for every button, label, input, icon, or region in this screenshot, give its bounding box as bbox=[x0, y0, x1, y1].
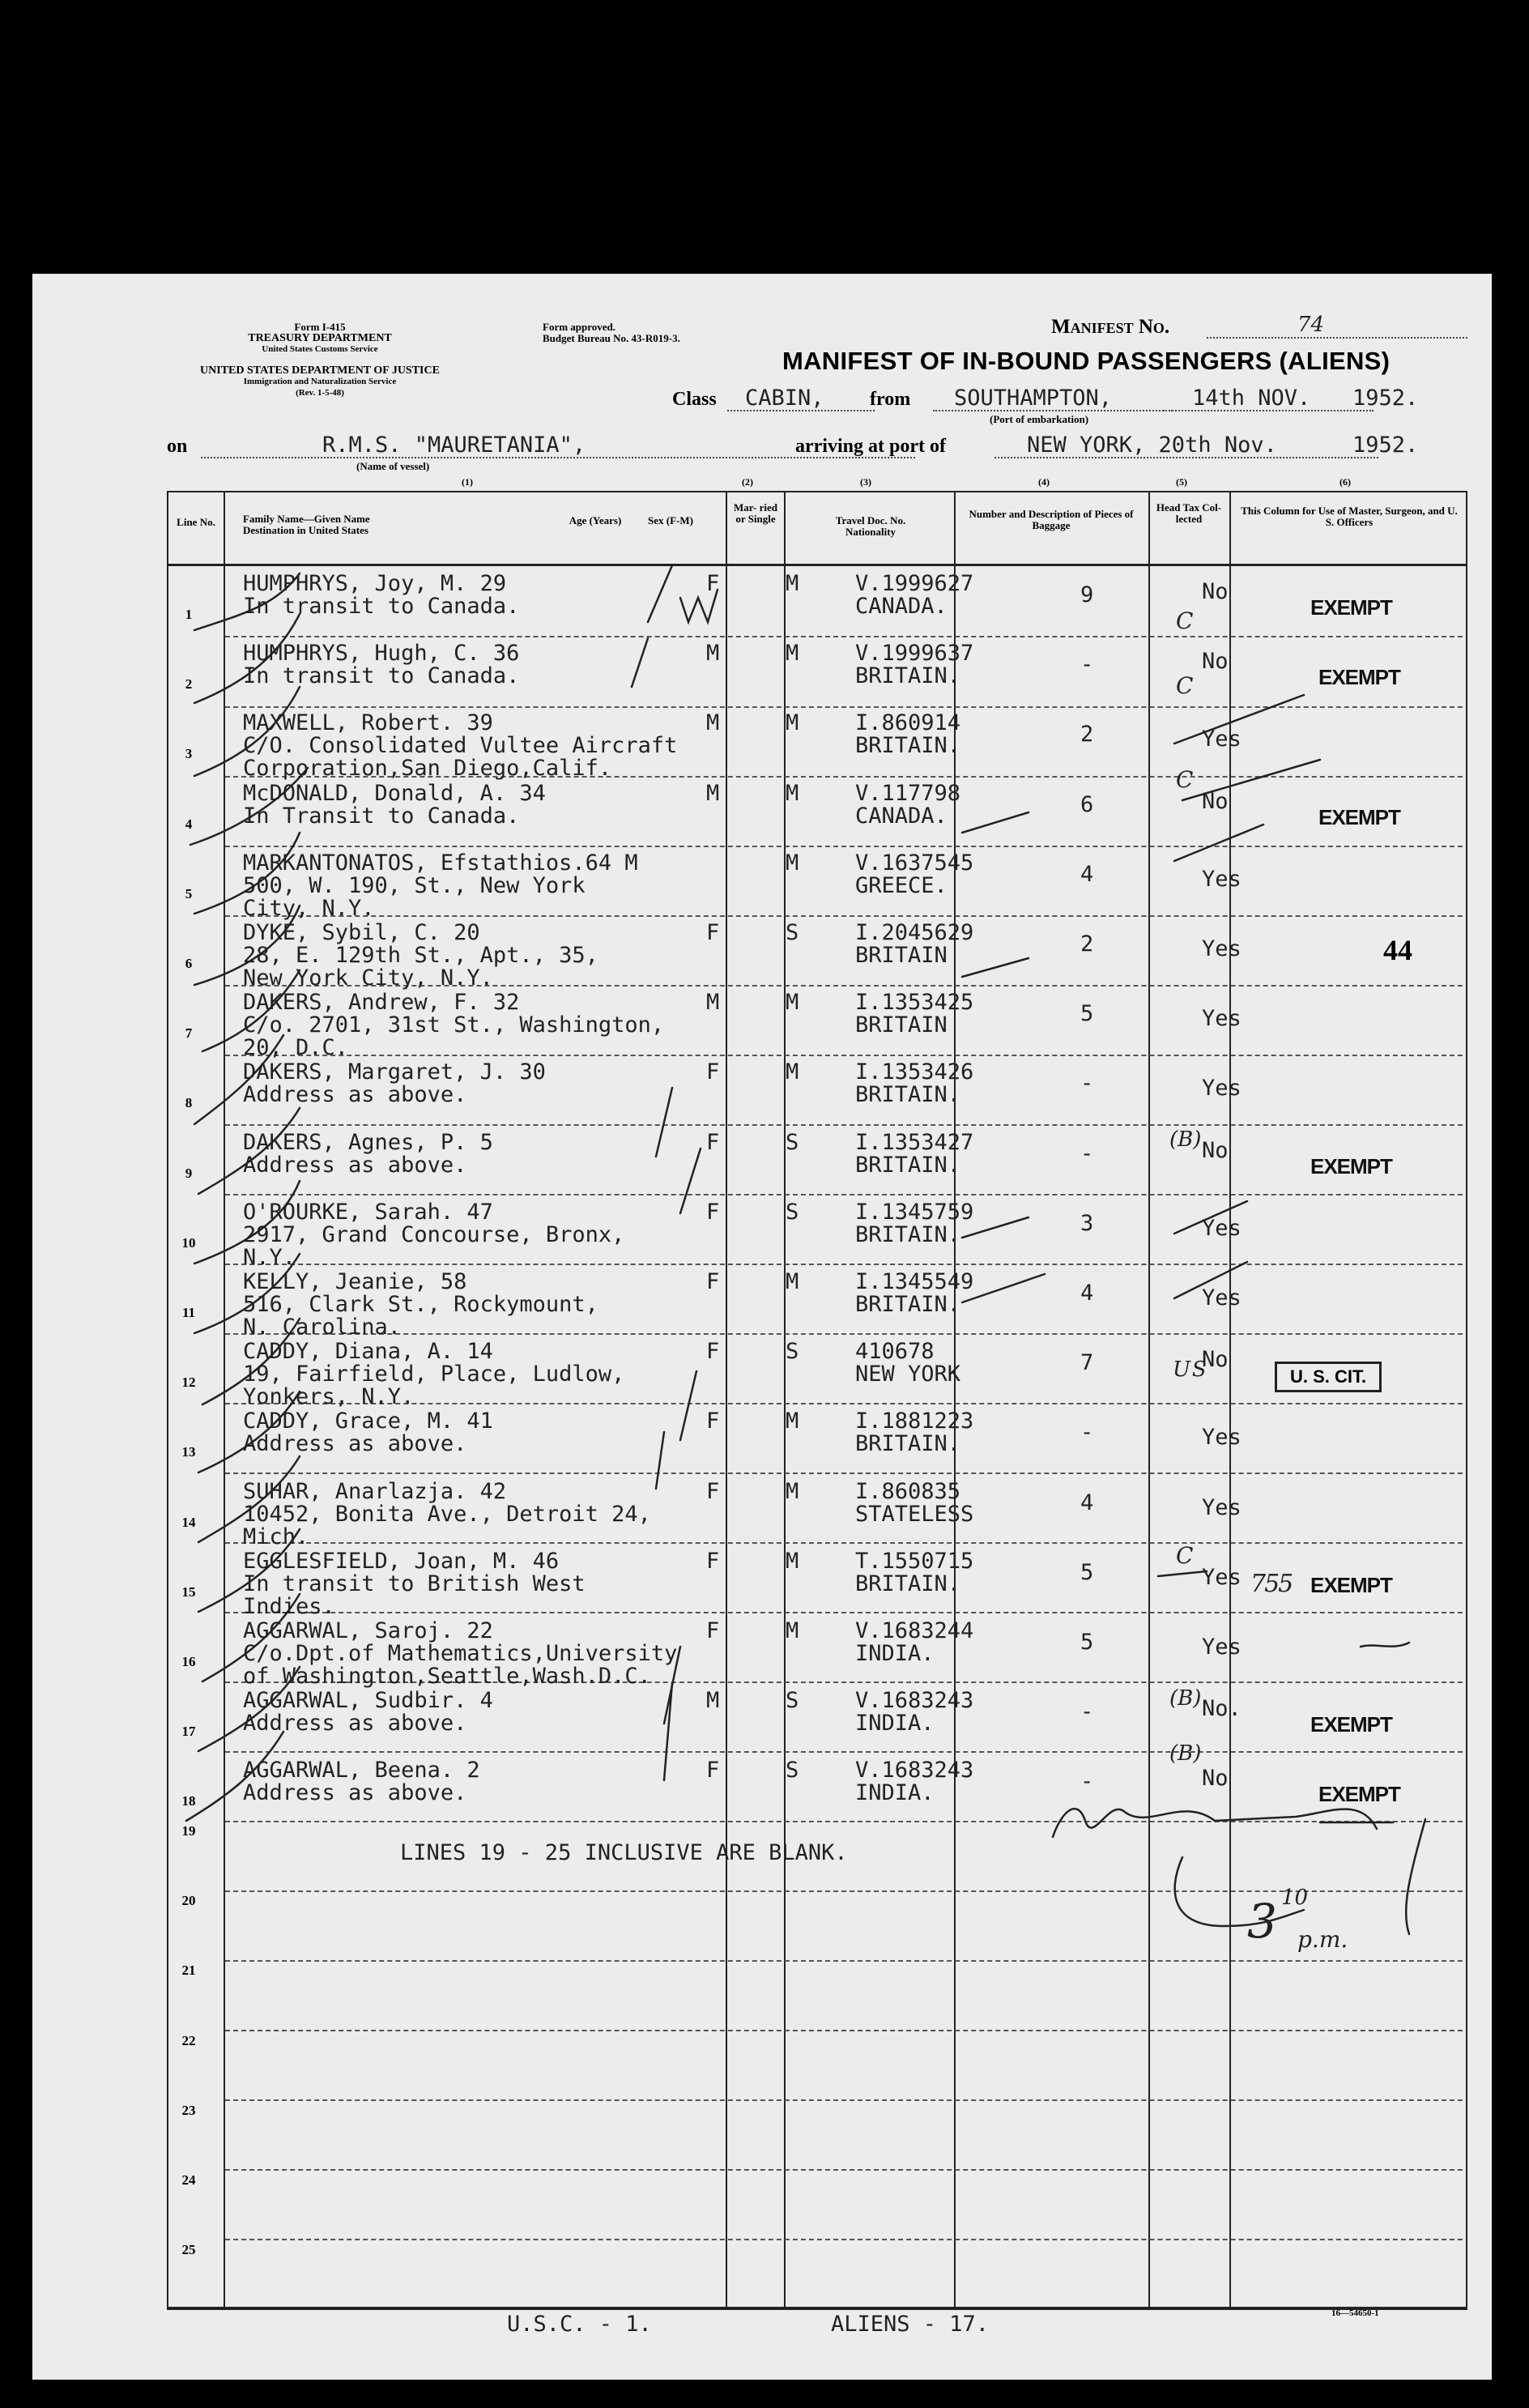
passenger-marital-status: M bbox=[786, 710, 799, 736]
head-tax: Yes bbox=[1202, 1285, 1242, 1311]
passenger-name-age: SUHAR, Anarlazja. 42 bbox=[243, 1478, 507, 1504]
arrival-port-date: NEW YORK, 20th Nov. bbox=[994, 433, 1378, 458]
baggage-count: 3 bbox=[1080, 1210, 1094, 1236]
handwritten-time-hour: 3 bbox=[1247, 1894, 1277, 1949]
travel-doc-number: I.1353426 bbox=[855, 1059, 974, 1085]
exempt-stamp: EXEMPT bbox=[1318, 1782, 1400, 1807]
treasury-dept: TREASURY DEPARTMENT bbox=[248, 332, 392, 344]
nationality: INDIA. bbox=[855, 1641, 935, 1666]
passenger-destination: C/o. 2701, 31st St., Washington, bbox=[243, 1012, 665, 1038]
embarkation-date: 14th NOV. bbox=[1163, 386, 1374, 411]
handwritten-c-mark: C bbox=[1176, 672, 1194, 699]
passenger-marital-status: M bbox=[786, 1409, 799, 1434]
form-number: Form I-415 bbox=[294, 321, 346, 333]
passenger-marital-status: S bbox=[786, 1688, 799, 1714]
passenger-name-age: McDONALD, Donald, A. 34 bbox=[243, 780, 546, 806]
nationality: BRITAIN. bbox=[855, 1431, 961, 1457]
passenger-sex: F bbox=[706, 1409, 720, 1434]
line-number: 24 bbox=[181, 2172, 196, 2188]
line-number: 15 bbox=[181, 1583, 196, 1600]
passenger-sex: F bbox=[706, 1478, 720, 1504]
line-number: 11 bbox=[181, 1305, 196, 1320]
from-label: from bbox=[870, 389, 911, 410]
col-num-1: (1) bbox=[462, 476, 473, 488]
col-num-6: (6) bbox=[1339, 476, 1351, 488]
travel-doc-number: I.1345759 bbox=[855, 1199, 974, 1225]
passenger-sex: F bbox=[706, 1059, 720, 1085]
line-number: 17 bbox=[181, 1724, 196, 1740]
vessel-caption: (Name of vessel) bbox=[356, 460, 430, 472]
passenger-sex: F bbox=[706, 1269, 720, 1294]
class-value: CABIN, bbox=[727, 386, 875, 411]
line-number: 21 bbox=[181, 1963, 196, 1979]
travel-doc-number: I.860835 bbox=[855, 1478, 961, 1504]
travel-doc-number: V.1683244 bbox=[855, 1618, 974, 1643]
head-tax: Yes bbox=[1202, 1425, 1242, 1451]
us-citizen-stamp: U. S. CIT. bbox=[1275, 1362, 1382, 1392]
passenger-name-age: AGGARWAL, Beena. 2 bbox=[243, 1758, 480, 1784]
passenger-marital-status: M bbox=[786, 1618, 799, 1643]
nationality: BRITAIN. bbox=[855, 1152, 961, 1178]
baggage-count: - bbox=[1080, 652, 1094, 678]
vessel-name: R.M.S. "MAURETANIA", bbox=[201, 433, 915, 458]
customs-service: United States Customs Service bbox=[262, 344, 378, 354]
passenger-marital-status: M bbox=[786, 641, 799, 667]
passenger-name-age: AGGARWAL, Saroj. 22 bbox=[243, 1618, 493, 1643]
baggage-count: - bbox=[1080, 1769, 1094, 1795]
travel-doc-number: V.1637545 bbox=[855, 850, 974, 876]
passenger-sex: F bbox=[706, 1339, 720, 1365]
nationality: BRITAIN. bbox=[855, 1082, 961, 1108]
baggage-count: 5 bbox=[1080, 1630, 1094, 1655]
nationality: BRITAIN. bbox=[855, 733, 961, 759]
passenger-marital-status: M bbox=[786, 571, 799, 596]
line-number: 7 bbox=[185, 1025, 193, 1042]
passenger-destination: In transit to Canada. bbox=[243, 594, 520, 619]
baggage-count: 6 bbox=[1080, 791, 1094, 817]
nationality: BRITAIN. bbox=[855, 1292, 961, 1317]
passenger-destination-cont: Corporation,San Diego,Calif. bbox=[243, 756, 612, 782]
passenger-destination: In transit to Canada. bbox=[243, 663, 520, 689]
passenger-sex: M bbox=[706, 641, 720, 667]
travel-doc-number: I.1353427 bbox=[855, 1129, 974, 1155]
line-number: 6 bbox=[185, 956, 193, 971]
nationality: GREECE. bbox=[855, 872, 948, 898]
head-tax: Yes bbox=[1202, 1634, 1242, 1660]
manifest-page bbox=[32, 274, 1492, 2380]
line-number: 19 bbox=[181, 1823, 196, 1839]
head-tax: Yes bbox=[1202, 936, 1242, 961]
col-header-travel-doc: Travel Doc. No. Nationality bbox=[835, 514, 906, 538]
passenger-destination: C/o.Dpt.of Mathematics,University bbox=[243, 1641, 678, 1666]
exempt-stamp: EXEMPT bbox=[1310, 1153, 1392, 1178]
nationality: BRITAIN. bbox=[855, 663, 961, 689]
manifest-no: 74 bbox=[1297, 313, 1325, 337]
passenger-sex: F bbox=[706, 1548, 720, 1574]
handwritten-b-mark: (B) bbox=[1169, 1127, 1202, 1152]
handwritten-us-mark: US bbox=[1173, 1357, 1208, 1382]
passenger-sex: M bbox=[706, 780, 720, 806]
line-number: 23 bbox=[181, 2102, 196, 2118]
nationality: BRITAIN bbox=[855, 1012, 948, 1038]
port-of-embarkation: SOUTHAMPTON, bbox=[933, 386, 1173, 411]
exempt-stamp: EXEMPT bbox=[1310, 1712, 1392, 1737]
baggage-count: 4 bbox=[1080, 1281, 1094, 1306]
nationality: BRITAIN. bbox=[855, 1571, 961, 1596]
exempt-stamp: EXEMPT bbox=[1318, 804, 1400, 829]
line-number: 2 bbox=[185, 676, 193, 693]
passenger-destination: In Transit to Canada. bbox=[243, 803, 520, 829]
passenger-destination-cont: City, N.Y. bbox=[243, 895, 375, 921]
travel-doc-number: T.1550715 bbox=[855, 1548, 974, 1574]
head-tax: Yes bbox=[1202, 1215, 1242, 1241]
baggage-count: - bbox=[1080, 1140, 1094, 1166]
officer-count: 44 bbox=[1383, 934, 1412, 966]
baggage-count: 4 bbox=[1080, 861, 1094, 887]
head-tax: Yes bbox=[1202, 1006, 1242, 1032]
passenger-marital-status: M bbox=[786, 1548, 799, 1574]
baggage-count: - bbox=[1080, 1420, 1094, 1446]
nationality: STATELESS bbox=[855, 1501, 974, 1527]
passenger-destination-cont: of Washington,Seattle,Wash.D.C. bbox=[243, 1664, 651, 1689]
passenger-marital-status: M bbox=[786, 1269, 799, 1294]
travel-doc-number: I.1881223 bbox=[855, 1409, 974, 1434]
line-number: 1 bbox=[185, 607, 193, 622]
handwritten-b-mark: (B) bbox=[1169, 1741, 1202, 1766]
baggage-count: 9 bbox=[1080, 582, 1094, 607]
passenger-sex: F bbox=[706, 1758, 720, 1784]
col-header-married: Mar- ried or Single bbox=[733, 501, 778, 525]
passenger-name-age: KELLY, Jeanie, 58 bbox=[243, 1269, 467, 1294]
passenger-marital-status: S bbox=[786, 1199, 799, 1225]
passenger-name-age: DYKE, Sybil, C. 20 bbox=[243, 920, 480, 945]
baggage-count: 7 bbox=[1080, 1350, 1094, 1376]
line-number: 10 bbox=[181, 1234, 196, 1251]
passenger-name-age: DAKERS, Andrew, F. 32 bbox=[243, 990, 520, 1016]
exempt-stamp: EXEMPT bbox=[1310, 595, 1392, 620]
handwritten-b-mark: (B) bbox=[1169, 1686, 1202, 1711]
head-tax: No bbox=[1202, 579, 1229, 604]
handwritten-c-mark: C bbox=[1176, 607, 1194, 634]
passenger-name-age: O'ROURKE, Sarah. 47 bbox=[243, 1199, 493, 1225]
baggage-count: 2 bbox=[1080, 931, 1094, 957]
travel-doc-number: V.1999637 bbox=[855, 641, 974, 667]
exempt-stamp: EXEMPT bbox=[1318, 665, 1400, 690]
arriving-label: arriving at port of bbox=[795, 436, 946, 457]
baggage-count: 5 bbox=[1080, 1559, 1094, 1585]
col-header-sex: Sex (F-M) bbox=[648, 514, 693, 526]
passenger-sex: F bbox=[706, 1199, 720, 1225]
passenger-sex: M bbox=[706, 710, 720, 736]
baggage-count: - bbox=[1080, 1699, 1094, 1725]
passenger-destination: 2917, Grand Concourse, Bronx, bbox=[243, 1221, 625, 1247]
head-tax: No. bbox=[1202, 1696, 1242, 1722]
baggage-count: 5 bbox=[1080, 1001, 1094, 1027]
port-caption: (Port of embarkation) bbox=[990, 413, 1089, 425]
col-num-2: (2) bbox=[742, 476, 753, 488]
passenger-name-age: DAKERS, Agnes, P. 5 bbox=[243, 1129, 493, 1155]
passenger-name-age: MAXWELL, Robert. 39 bbox=[243, 710, 493, 736]
head-tax: No bbox=[1202, 649, 1229, 675]
passenger-sex: F bbox=[706, 1129, 720, 1155]
baggage-count: 4 bbox=[1080, 1490, 1094, 1515]
col-header-head-tax: Head Tax Col- lected bbox=[1156, 501, 1222, 525]
line-number: 8 bbox=[185, 1095, 193, 1111]
passenger-sex: M bbox=[706, 990, 720, 1016]
handwritten-time-pm: p.m. bbox=[1297, 1926, 1348, 1953]
passenger-marital-status: M bbox=[786, 990, 799, 1016]
col-header-line: Line No. bbox=[177, 516, 215, 528]
nationality: BRITAIN. bbox=[855, 1221, 961, 1247]
passenger-marital-status: M bbox=[786, 780, 799, 806]
travel-doc-number: I.860914 bbox=[855, 710, 961, 736]
passenger-destination: Address as above. bbox=[243, 1780, 467, 1806]
baggage-count: - bbox=[1080, 1071, 1094, 1097]
handwritten-marks bbox=[32, 274, 1492, 2380]
on-label: on bbox=[167, 436, 188, 457]
arrival-year: 1952. bbox=[1352, 433, 1419, 458]
passenger-marital-status: M bbox=[786, 1478, 799, 1504]
head-tax: No bbox=[1202, 1137, 1229, 1163]
blank-lines-note: LINES 19 - 25 INCLUSIVE ARE BLANK. bbox=[400, 1840, 848, 1865]
handwritten-note-15: 755 bbox=[1250, 1570, 1293, 1598]
passenger-destination-cont: New York City, N.Y. bbox=[243, 965, 493, 991]
passenger-sex: M bbox=[706, 1688, 720, 1714]
col-header-destination: Destination in United States bbox=[243, 524, 368, 536]
head-tax: Yes bbox=[1202, 727, 1242, 752]
nationality: CANADA. bbox=[855, 803, 948, 829]
col-header-baggage: Number and Description of Pieces of Baggage bbox=[969, 508, 1134, 531]
form-title: MANIFEST OF IN-BOUND PASSENGERS (ALIENS) bbox=[782, 347, 1391, 375]
footer-code: 16—54650-1 bbox=[1331, 2308, 1379, 2318]
nationality: INDIA. bbox=[855, 1711, 935, 1737]
exempt-stamp: EXEMPT bbox=[1310, 1572, 1392, 1597]
line-number: 9 bbox=[185, 1165, 193, 1181]
head-tax: No bbox=[1202, 788, 1229, 814]
passenger-name-age: DAKERS, Margaret, J. 30 bbox=[243, 1059, 546, 1085]
passenger-marital-status: S bbox=[786, 1339, 799, 1365]
line-number: 25 bbox=[181, 2242, 196, 2258]
line-number: 12 bbox=[181, 1374, 196, 1391]
travel-doc-number: V.1999627 bbox=[855, 571, 974, 596]
form-approved: Form approved. bbox=[543, 321, 616, 333]
passenger-name-age: HUMPHRYS, Joy, M. 29 bbox=[243, 571, 507, 596]
head-tax: Yes bbox=[1202, 1564, 1242, 1590]
line-number: 18 bbox=[181, 1793, 196, 1809]
passenger-destination: C/O. Consolidated Vultee Aircraft bbox=[243, 733, 678, 759]
passenger-marital-status: S bbox=[786, 920, 799, 945]
passenger-name-age: CADDY, Grace, M. 41 bbox=[243, 1409, 493, 1434]
passenger-destination: Address as above. bbox=[243, 1431, 467, 1457]
col-header-age: Age (Years) bbox=[569, 514, 622, 526]
passenger-marital-status: S bbox=[786, 1758, 799, 1784]
passenger-destination: 10452, Bonita Ave., Detroit 24, bbox=[243, 1501, 651, 1527]
passenger-destination-cont: N.Y. bbox=[243, 1244, 296, 1270]
immigration-service: Immigration and Naturalization Service bbox=[243, 377, 397, 386]
head-tax: Yes bbox=[1202, 1076, 1242, 1102]
footer-aliens: ALIENS - 17. bbox=[831, 2312, 990, 2337]
nationality: INDIA. bbox=[855, 1780, 935, 1806]
travel-doc-number: I.2045629 bbox=[855, 920, 974, 945]
passenger-destination: 516, Clark St., Rockymount, bbox=[243, 1292, 598, 1317]
passenger-destination-cont: N. Carolina. bbox=[243, 1315, 402, 1340]
embarkation-year: 1952. bbox=[1352, 386, 1419, 411]
passenger-marital-status: M bbox=[786, 850, 799, 876]
line-number: 14 bbox=[181, 1514, 196, 1530]
passenger-name-age: AGGARWAL, Sudbir. 4 bbox=[243, 1688, 493, 1714]
passenger-destination-cont: Mich. bbox=[243, 1524, 309, 1549]
passenger-sex: F bbox=[706, 1618, 720, 1643]
passenger-destination: 28, E. 129th St., Apt., 35, bbox=[243, 943, 598, 968]
footer-usc: U.S.C. - 1. bbox=[507, 2312, 652, 2337]
line-number: 22 bbox=[181, 2032, 196, 2048]
travel-doc-number: 410678 bbox=[855, 1339, 935, 1365]
passenger-destination: 19, Fairfield, Place, Ludlow, bbox=[243, 1362, 625, 1387]
handwritten-c-mark: C bbox=[1176, 1542, 1194, 1569]
passenger-name-age: CADDY, Diana, A. 14 bbox=[243, 1339, 493, 1365]
nationality: NEW YORK bbox=[855, 1362, 961, 1387]
passenger-destination: Address as above. bbox=[243, 1152, 467, 1178]
passenger-destination-cont: 20, D.C. bbox=[243, 1035, 349, 1061]
col-header-name: Family Name—Given Name bbox=[243, 513, 370, 525]
passenger-marital-status: M bbox=[786, 1059, 799, 1085]
head-tax: No bbox=[1202, 1766, 1229, 1792]
passenger-destination: 500, W. 190, St., New York bbox=[243, 872, 586, 898]
travel-doc-number: V.117798 bbox=[855, 780, 961, 806]
travel-doc-number: I.1353425 bbox=[855, 990, 974, 1016]
handwritten-c-mark: C bbox=[1176, 766, 1194, 793]
manifest-label: Manifest No. bbox=[1051, 316, 1170, 338]
col-num-4: (4) bbox=[1038, 476, 1050, 488]
passenger-name-age: EGGLESFIELD, Joan, M. 46 bbox=[243, 1548, 560, 1574]
passenger-destination-cont: Indies. bbox=[243, 1593, 335, 1619]
passenger-destination-cont: Yonkers, N.Y. bbox=[243, 1384, 415, 1410]
line-number: 20 bbox=[181, 1893, 196, 1909]
budget-bureau: Budget Bureau No. 43-R019-3. bbox=[543, 332, 680, 344]
passenger-sex: F bbox=[706, 571, 720, 596]
nationality: CANADA. bbox=[855, 594, 948, 619]
handwritten-time-min: 10 bbox=[1281, 1886, 1309, 1910]
travel-doc-number: I.1345549 bbox=[855, 1269, 974, 1294]
justice-dept: UNITED STATES DEPARTMENT OF JUSTICE bbox=[200, 364, 440, 377]
passenger-destination: Address as above. bbox=[243, 1082, 467, 1108]
passenger-marital-status: S bbox=[786, 1129, 799, 1155]
line-number: 4 bbox=[185, 816, 193, 832]
baggage-count: 2 bbox=[1080, 722, 1094, 748]
passenger-name-age: HUMPHRYS, Hugh, C. 36 bbox=[243, 641, 520, 667]
passenger-destination: In transit to British West bbox=[243, 1571, 586, 1596]
line-number: 5 bbox=[185, 885, 193, 901]
passenger-sex: F bbox=[706, 920, 720, 945]
travel-doc-number: V.1683243 bbox=[855, 1758, 974, 1784]
head-tax: No bbox=[1202, 1347, 1229, 1373]
col-num-5: (5) bbox=[1176, 476, 1187, 488]
head-tax: Yes bbox=[1202, 1494, 1242, 1520]
col-num-3: (3) bbox=[860, 476, 871, 488]
passenger-destination: Address as above. bbox=[243, 1711, 467, 1737]
class-label: Class bbox=[672, 389, 717, 410]
line-number: 16 bbox=[181, 1654, 196, 1669]
head-tax: Yes bbox=[1202, 866, 1242, 892]
passenger-name-age: MARKANTONATOS, Efstathios.64 M bbox=[243, 850, 638, 876]
nationality: BRITAIN bbox=[855, 943, 948, 968]
line-number: 3 bbox=[185, 746, 193, 762]
revision: (Rev. 1-5-48) bbox=[296, 388, 344, 398]
travel-doc-number: V.1683243 bbox=[855, 1688, 974, 1714]
col-header-officers: This Column for Use of Master, Surgeon, and U. S. Officers bbox=[1241, 505, 1458, 528]
line-number: 13 bbox=[181, 1444, 196, 1460]
